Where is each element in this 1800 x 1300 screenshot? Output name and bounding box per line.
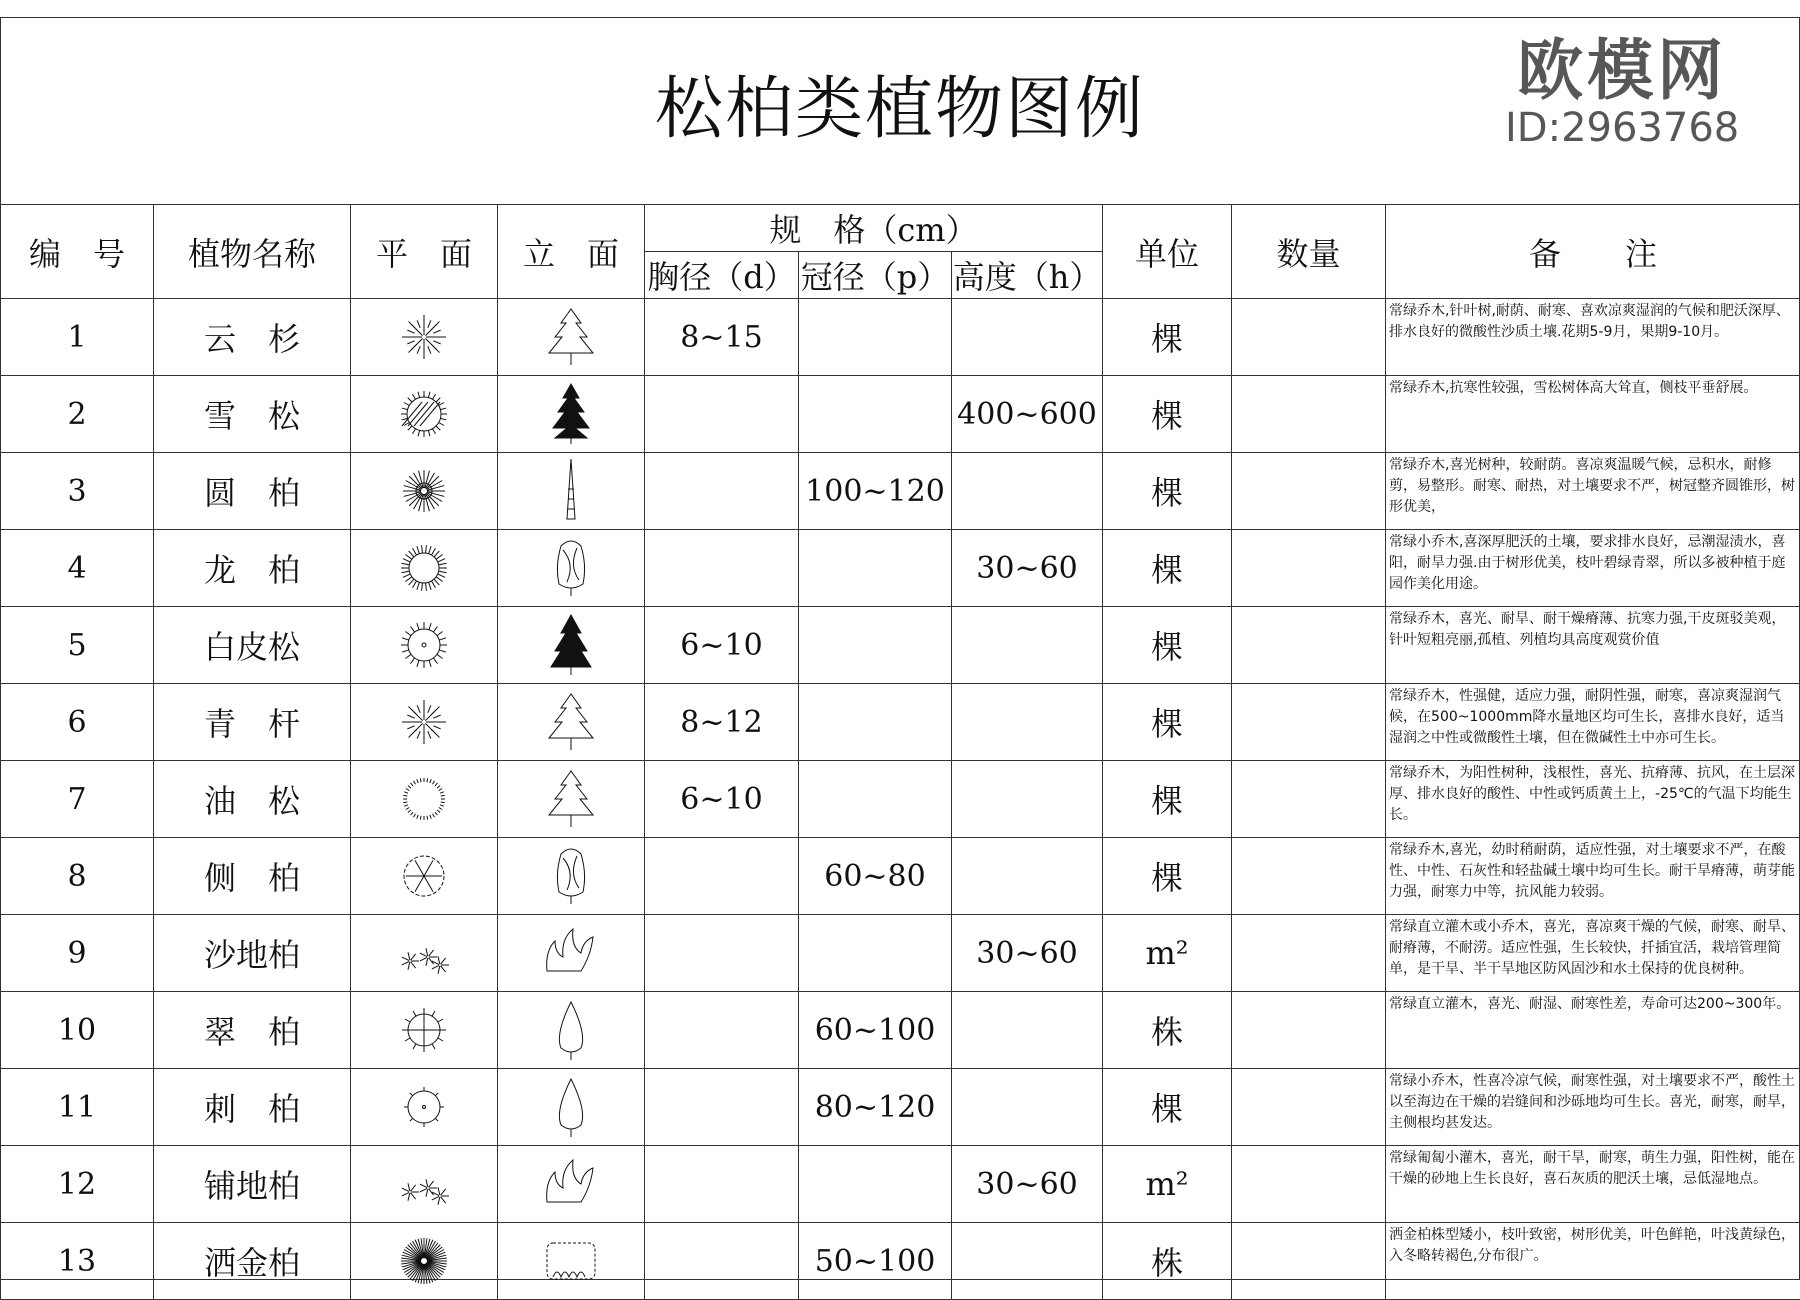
note-text: 常绿小乔木，性喜冷凉气候，耐寒性强，对土壤要求不严，酸性土以至海边在干燥的岩缝间和沙砾地均可生长。喜光，耐寒，耐旱，主侧根均甚发达。 [1386,1069,1800,1146]
elevation-twisted-icon [498,536,644,600]
table-row [1,299,1800,376]
plant-name: 白皮松 [154,607,351,684]
crown-value [799,915,952,992]
table-row [1,1069,1800,1146]
elevation-symbol [498,453,645,530]
header-note: 备 注 [1386,205,1800,299]
elevation-symbol [498,299,645,376]
elevation-column-icon [498,459,644,523]
table-row [1,915,1800,992]
quantity-value [1232,838,1386,915]
row-id: 9 [1,915,154,992]
note-text: 常绿乔木,抗寒性较强，雪松树体高大耸直，侧枝平垂舒展。 [1386,376,1800,453]
unit-value: 棵 [1103,1069,1232,1146]
unit-value: 株 [1103,1223,1232,1300]
plan-symbol [351,1223,498,1300]
crown-value: 60~80 [799,838,952,915]
crown-value: 80~120 [799,1069,952,1146]
unit-value: 棵 [1103,299,1232,376]
table-row [1,1146,1800,1223]
crown-value [799,684,952,761]
unit-value: 棵 [1103,376,1232,453]
row-id: 3 [1,453,154,530]
crown-value [799,1146,952,1223]
plant-name: 翠 柏 [154,992,351,1069]
header-id: 编 号 [1,205,154,299]
quantity-value [1232,761,1386,838]
table-row [1,992,1800,1069]
unit-value: 棵 [1103,838,1232,915]
elevation-shrub-flames-icon [498,1152,644,1216]
header-qty: 数量 [1232,205,1386,299]
elevation-symbol [498,376,645,453]
plan-symbol [351,1146,498,1223]
elevation-spruce-outline-icon [498,690,644,754]
elevation-hedge-icon [498,1229,644,1293]
height-value [952,607,1103,684]
plant-name: 圆 柏 [154,453,351,530]
watermark-id: ID:2963768 [1505,106,1739,150]
height-value: 30~60 [952,530,1103,607]
plan-segmented-icon [351,850,497,902]
note-text: 常绿乔木，性强健，适应力强，耐阴性强，耐寒，喜凉爽湿润气候，在500~1000mm降水量地区均可生长，喜排水良好，适当湿润之中性或微酸性土壤，但在微碱性土中亦可生长。 [1386,684,1800,761]
elevation-symbol [498,1069,645,1146]
row-id: 1 [1,299,154,376]
plan-spiky-circle-icon [351,542,497,594]
watermark-brand: 欧模网 [1505,36,1739,106]
elevation-symbol [498,684,645,761]
plan-symbol [351,299,498,376]
note-text: 常绿乔木,喜光，幼时稍耐荫，适应性强，对土壤要求不严，在酸性、中性、石灰性和轻盐碱土壤中均可生长。耐干旱瘠薄，萌芽能力强，耐寒力中等，抗风能力较弱。 [1386,838,1800,915]
height-value [952,299,1103,376]
table-row [1,684,1800,761]
height-value [952,838,1103,915]
height-value [952,992,1103,1069]
header-unit: 单位 [1103,205,1232,299]
plan-symbol [351,684,498,761]
crown-value [799,299,952,376]
plan-shrub-tufts-icon [351,927,497,979]
quantity-value [1232,915,1386,992]
plan-shrub-tufts-icon [351,1158,497,1210]
elevation-shrub-flames-icon [498,921,644,985]
quantity-value [1232,1069,1386,1146]
row-id: 2 [1,376,154,453]
dbh-value [645,1146,799,1223]
plan-dashed-circle-icon [351,773,497,825]
page-title: 松柏类植物图例 [0,55,1800,152]
plan-symbol [351,376,498,453]
elevation-symbol [498,1223,645,1300]
plan-spiky-dot-icon [351,619,497,671]
row-id: 13 [1,1223,154,1300]
height-value [952,761,1103,838]
unit-value: 棵 [1103,453,1232,530]
header-name: 植物名称 [154,205,351,299]
plan-dense-circle-icon [351,1235,497,1287]
header-spec: 规 格（cm） [645,205,1103,252]
row-id: 11 [1,1069,154,1146]
plant-name: 铺地柏 [154,1146,351,1223]
dbh-value [645,1069,799,1146]
quantity-value [1232,607,1386,684]
note-text: 常绿匍匐小灌木，喜光，耐干旱，耐寒，萌生力强，阳性树，能在干燥的砂地上生长良好，喜石灰质的肥沃土壤，忌低湿地点。 [1386,1146,1800,1223]
plant-name: 洒金柏 [154,1223,351,1300]
plan-dot-circle-icon [351,1081,497,1133]
dbh-value [645,1223,799,1300]
plan-hatched-circle-icon [351,388,497,440]
row-id: 4 [1,530,154,607]
height-value [952,1069,1103,1146]
plan-symbol [351,1069,498,1146]
elevation-symbol [498,761,645,838]
crown-value [799,607,952,684]
crown-value [799,530,952,607]
note-text: 常绿乔木,喜光树种，较耐荫。喜凉爽温暖气候，忌积水，耐修剪，易整形。耐寒、耐热，对土壤要求不严，树冠整齐圆锥形，树形优美， [1386,453,1800,530]
unit-value: 棵 [1103,607,1232,684]
quantity-value [1232,530,1386,607]
quantity-value [1232,299,1386,376]
elevation-symbol [498,530,645,607]
header-elevation: 立 面 [498,205,645,299]
elevation-teardrop-icon [498,1075,644,1139]
elevation-cedar-solid-icon [498,382,644,446]
crown-value: 100~120 [799,453,952,530]
dbh-value: 8~15 [645,299,799,376]
plant-name: 沙地柏 [154,915,351,992]
row-id: 8 [1,838,154,915]
height-value: 400~600 [952,376,1103,453]
quantity-value [1232,1146,1386,1223]
elevation-symbol [498,915,645,992]
table-row [1,1223,1800,1300]
unit-value: m² [1103,915,1232,992]
dbh-value [645,992,799,1069]
height-value [952,1223,1103,1300]
table-row [1,838,1800,915]
elevation-pine-solid-icon [498,613,644,677]
elevation-teardrop-icon [498,998,644,1062]
plan-symbol [351,838,498,915]
unit-value: m² [1103,1146,1232,1223]
row-id: 10 [1,992,154,1069]
plant-legend-table [0,204,1800,1300]
plan-cross-circle-icon [351,1004,497,1056]
dbh-value [645,453,799,530]
height-value [952,684,1103,761]
plant-name: 云 杉 [154,299,351,376]
dbh-value [645,915,799,992]
unit-value: 棵 [1103,530,1232,607]
elevation-symbol [498,607,645,684]
crown-value: 60~100 [799,992,952,1069]
note-text: 常绿乔木，为阳性树种，浅根性，喜光、抗瘠薄、抗风，在土层深厚、排水良好的酸性、中性或钙质黄土上，-25℃的气温下均能生长。 [1386,761,1800,838]
plan-radial-icon [351,465,497,517]
table-row [1,607,1800,684]
plan-star-icon [351,696,497,748]
elevation-spruce-outline-icon [498,305,644,369]
row-id: 6 [1,684,154,761]
elevation-spruce-outline-icon [498,767,644,831]
table-row [1,376,1800,453]
note-text: 常绿乔木，喜光、耐旱、耐干燥瘠薄、抗寒力强,干皮斑驳美观，针叶短粗亮丽,孤植、列植均具高度观赏价值 [1386,607,1800,684]
note-text: 常绿小乔木,喜深厚肥沃的土壤，要求排水良好，忌潮湿渍水，喜阳，耐旱力强.由于树形优美，枝叶碧绿青翠，所以多被种植于庭园作美化用途。 [1386,530,1800,607]
quantity-value [1232,1223,1386,1300]
crown-value: 50~100 [799,1223,952,1300]
elevation-symbol [498,838,645,915]
plant-name: 侧 柏 [154,838,351,915]
height-value: 30~60 [952,915,1103,992]
crown-value [799,376,952,453]
quantity-value [1232,453,1386,530]
quantity-value [1232,684,1386,761]
note-text: 常绿直立灌木或小乔木，喜光，喜凉爽干燥的气候，耐寒、耐旱、耐瘠薄，不耐涝。适应性强，生长较快，扦插宜活，栽培管理简单，是干旱、半干旱地区防风固沙和水土保持的优良树种。 [1386,915,1800,992]
header-dbh: 胸径（d） [645,252,799,299]
elevation-symbol [498,992,645,1069]
elevation-symbol [498,1146,645,1223]
plan-symbol [351,761,498,838]
unit-value: 棵 [1103,761,1232,838]
header-plan: 平 面 [351,205,498,299]
header-crown: 冠径（p） [799,252,952,299]
height-value [952,453,1103,530]
dbh-value [645,838,799,915]
dbh-value: 6~10 [645,761,799,838]
elevation-twisted-icon [498,844,644,908]
quantity-value [1232,992,1386,1069]
plant-name: 青 杆 [154,684,351,761]
crown-value [799,761,952,838]
unit-value: 棵 [1103,684,1232,761]
plan-symbol [351,530,498,607]
note-text: 常绿直立灌木，喜光、耐湿、耐寒性差，寿命可达200~300年。 [1386,992,1800,1069]
table-row [1,530,1800,607]
row-id: 7 [1,761,154,838]
plant-name: 油 松 [154,761,351,838]
table-row [1,761,1800,838]
plan-symbol [351,607,498,684]
quantity-value [1232,376,1386,453]
plant-name: 龙 柏 [154,530,351,607]
height-value: 30~60 [952,1146,1103,1223]
plant-name: 刺 柏 [154,1069,351,1146]
plan-symbol [351,453,498,530]
plan-symbol [351,915,498,992]
dbh-value: 6~10 [645,607,799,684]
plant-name: 雪 松 [154,376,351,453]
note-text: 常绿乔木,针叶树,耐荫、耐寒、喜欢凉爽湿润的气候和肥沃深厚、排水良好的微酸性沙质土壤.花期5-9月，果期9-10月。 [1386,299,1800,376]
row-id: 5 [1,607,154,684]
unit-value: 株 [1103,992,1232,1069]
plan-star-icon [351,311,497,363]
row-id: 12 [1,1146,154,1223]
dbh-value [645,376,799,453]
dbh-value: 8~12 [645,684,799,761]
plan-symbol [351,992,498,1069]
header-height: 高度（h） [952,252,1103,299]
table-row [1,453,1800,530]
dbh-value [645,530,799,607]
note-text: 洒金柏株型矮小，枝叶致密，树形优美，叶色鲜艳，叶浅黄绿色，入冬略转褐色,分布很广。 [1386,1223,1800,1300]
